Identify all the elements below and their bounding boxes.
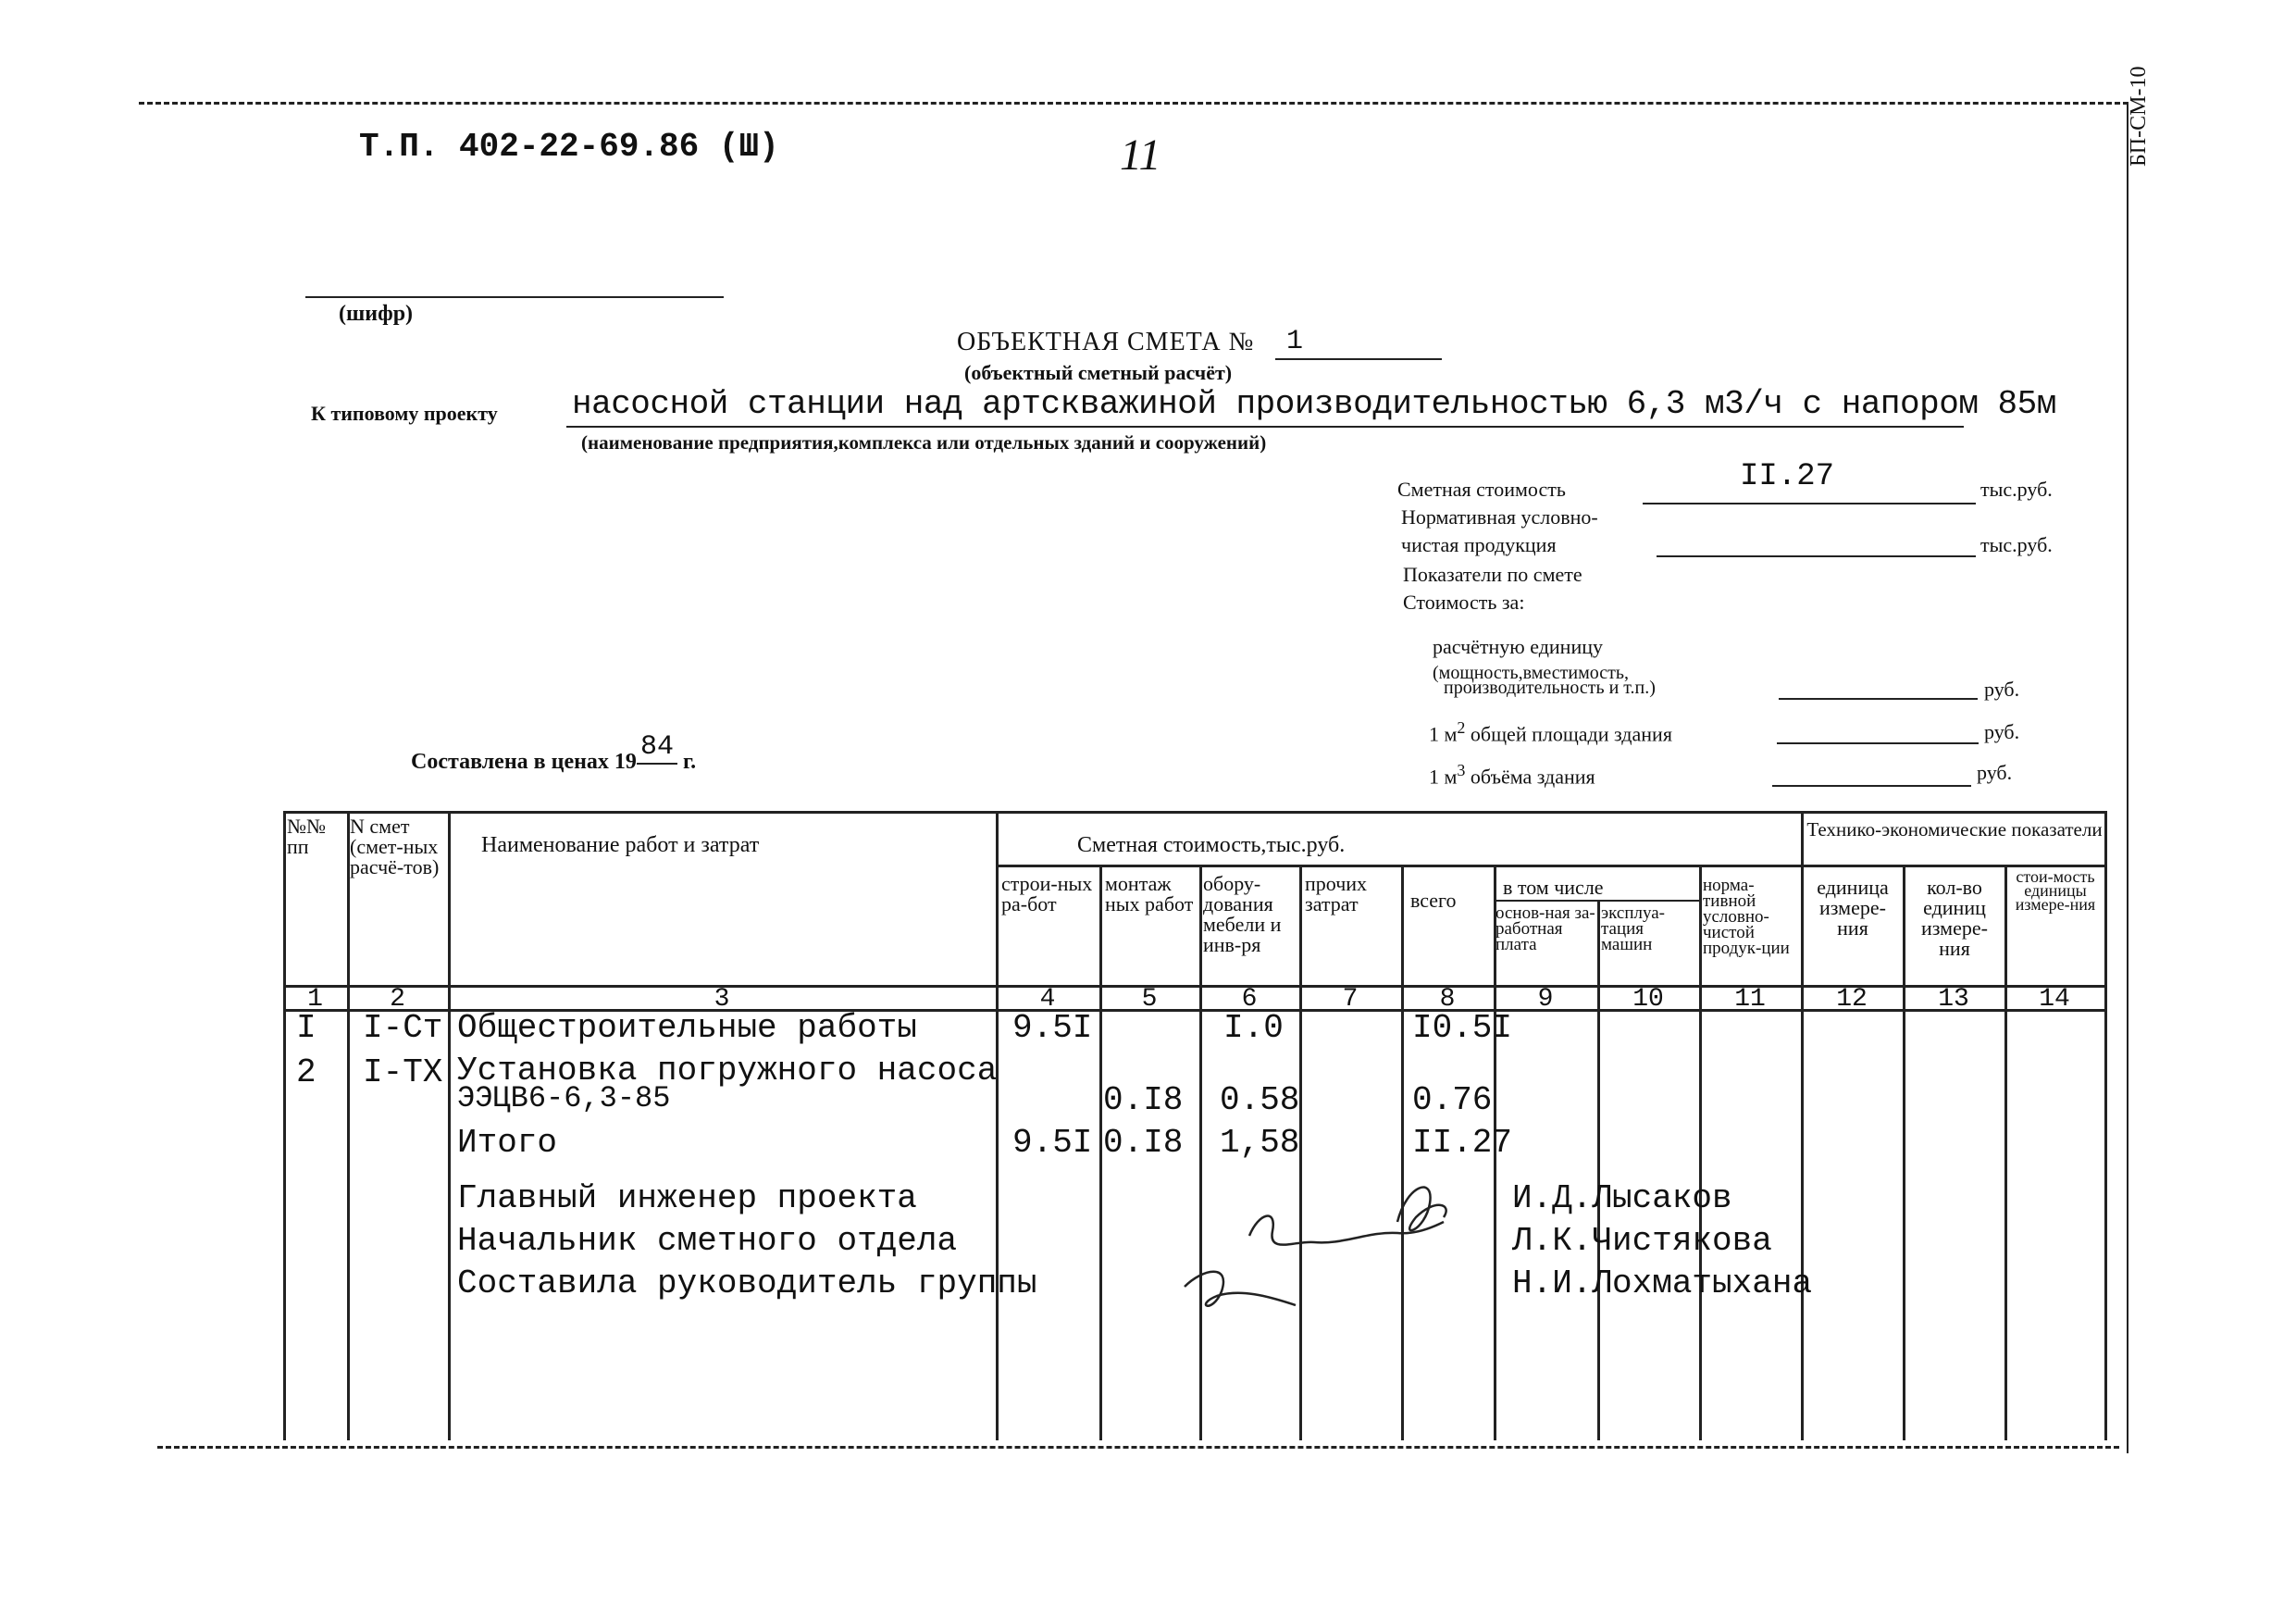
colnum-6: 6 — [1241, 985, 1258, 1014]
norm-line — [1657, 555, 1976, 557]
cost-unit: тыс.руб. — [1980, 478, 2053, 501]
table-top-line — [283, 811, 2106, 814]
total-equipment: 1,58 — [1220, 1124, 1300, 1162]
row1-equipment: I.0 — [1223, 1009, 1284, 1047]
row1-ref: I-Ст — [363, 1009, 443, 1047]
cost-group-line — [996, 865, 2106, 867]
norm-unit: тыс.руб. — [1980, 533, 2053, 556]
row2-name2: ЭЭЦВ6-6,3-85 — [457, 1081, 671, 1115]
col-line-2 — [448, 811, 451, 1440]
colnum-14: 14 — [2039, 985, 2070, 1014]
signature-person-3: Н.И.Лохматыхана — [1512, 1264, 1813, 1302]
colnum-9: 9 — [1537, 985, 1554, 1014]
row1-n: I — [296, 1009, 316, 1047]
cost-value: II.27 — [1740, 459, 1835, 494]
header-c9: основ-ная за-работная плата — [1496, 903, 1595, 954]
row1-construction: 9.5I — [1012, 1009, 1093, 1047]
row1-total: I0.5I — [1412, 1009, 1513, 1047]
colnum-4: 4 — [1039, 985, 1056, 1014]
header-incl: в том числе — [1503, 876, 1604, 899]
colnum-12: 12 — [1836, 985, 1868, 1014]
col-line-12 — [1903, 865, 1905, 1440]
colnum-1: 1 — [307, 985, 323, 1014]
header-c1: №№ пп — [287, 815, 326, 858]
cost-for-label: Стоимость за: — [1403, 591, 1525, 614]
row2-ref: I-ТХ — [363, 1053, 443, 1091]
total-construction: 9.5I — [1012, 1124, 1093, 1162]
colnum-3: 3 — [714, 985, 730, 1014]
signature-role-2: Начальник сметного отдела — [457, 1222, 958, 1260]
cipher-line — [305, 296, 724, 298]
row2-equipment: 0.58 — [1220, 1081, 1300, 1119]
col-line-4 — [1099, 865, 1102, 1440]
signature-person-2: Л.К.Чистякова — [1512, 1222, 1772, 1260]
estimate-number: 1 — [1286, 326, 1304, 357]
header-c6: обору-дования мебели и инв-ря — [1203, 872, 1282, 956]
volume-label — [1429, 761, 1595, 789]
signature-role-3: Составила руководитель группы — [457, 1264, 1037, 1302]
row2-total: 0.76 — [1412, 1081, 1493, 1119]
cipher-label: (шифр) — [339, 302, 414, 326]
area-m: 1 м — [1429, 722, 1458, 746]
volume-rest: объёма здания — [1465, 765, 1595, 789]
unit-line — [1779, 698, 1978, 700]
col-line-6 — [1299, 865, 1302, 1440]
estimate-number-line — [1275, 358, 1442, 360]
area-sup: 2 — [1457, 718, 1466, 737]
unit-label: расчётную единицу — [1433, 635, 1604, 658]
cost-line — [1643, 503, 1976, 504]
project-caption: (наименование предприятия,комплекса или отдельных зданий и сооружений) — [581, 431, 1267, 454]
col-line-13 — [2004, 865, 2007, 1440]
document-code: Т.П. 402-22-69.86 (Ш) — [359, 128, 779, 166]
area-rest: общей площади здания — [1465, 722, 1672, 746]
col-line-11 — [1801, 811, 1804, 1440]
col-line-9 — [1597, 902, 1600, 1440]
area-label — [1429, 718, 1672, 746]
handwritten-signatures — [1166, 1166, 1499, 1333]
area-line — [1777, 742, 1979, 744]
volume-m: 1 м — [1429, 765, 1458, 789]
norm-label-2: чистая продукция — [1401, 533, 1557, 556]
colnum-5: 5 — [1141, 985, 1158, 1014]
cost-label: Сметная стоимость — [1397, 478, 1566, 501]
indicators-label: Показатели по смете — [1403, 563, 1582, 586]
header-c7: прочих затрат — [1305, 872, 1368, 915]
prices-year: 84 — [637, 731, 677, 765]
header-c14: стои-мость единицы измере-ния — [2015, 867, 2096, 914]
colnum-11: 11 — [1734, 985, 1766, 1014]
col-line-3 — [996, 811, 999, 1440]
estimate-title: ОБЪЕКТНАЯ СМЕТА № — [957, 328, 1255, 356]
area-rub: руб. — [1984, 720, 2020, 743]
project-name: насосной станции над артскважиной производительностью 6,3 м3/ч с напором 85м — [572, 385, 2056, 423]
col-line-0 — [283, 811, 286, 1440]
colnum-7: 7 — [1342, 985, 1359, 1014]
unit-note-1: (мощность,вместимость, — [1433, 663, 1630, 683]
row2-name: Установка погружного насоса — [457, 1052, 998, 1090]
header-c4: строи-ных ра-бот — [1001, 872, 1093, 915]
total-total: II.27 — [1412, 1124, 1513, 1162]
colnum-8: 8 — [1439, 985, 1456, 1014]
col-line-5 — [1199, 865, 1202, 1440]
total-name: Итого — [457, 1124, 558, 1162]
side-stamp: БП-СМ-10 — [2127, 66, 2151, 167]
col-line-10 — [1699, 865, 1702, 1440]
norm-label-1: Нормативная условно- — [1401, 505, 1598, 529]
col-line-14 — [2104, 811, 2107, 1440]
volume-sup: 3 — [1457, 761, 1466, 779]
total-installation: 0.I8 — [1103, 1124, 1184, 1162]
signature-stroke-3 — [1185, 1272, 1296, 1306]
header-c8: всего — [1410, 889, 1457, 912]
header-c12: единица измере-ния — [1817, 876, 1889, 940]
header-c10: эксплуа-тация машин — [1601, 903, 1666, 954]
volume-rub: руб. — [1977, 761, 2013, 784]
prices-label — [411, 731, 697, 778]
prices-suffix: г. — [682, 750, 697, 774]
right-border — [2127, 102, 2128, 1453]
signature-person-1: И.Д.Лысаков — [1512, 1179, 1732, 1217]
bottom-border — [157, 1446, 2119, 1449]
project-name-line — [566, 426, 1964, 428]
header-c2: N смет (смет-ных расчё-тов) — [350, 815, 440, 878]
top-border — [139, 102, 2128, 105]
col-line-7 — [1401, 865, 1404, 1440]
prices-prefix: Составлена в ценах 19 — [411, 750, 637, 774]
row2-n: 2 — [296, 1053, 316, 1091]
header-c13: кол-во единиц измере-ния — [1921, 876, 1988, 960]
colnum-13: 13 — [1938, 985, 1969, 1014]
header-c3: Наименование работ и затрат — [481, 833, 760, 857]
row2-installation: 0.I8 — [1103, 1081, 1184, 1119]
project-prefix: К типовому проекту — [311, 402, 498, 425]
header-c11: норма-тивной условно-чистой продук-ции — [1703, 876, 1790, 958]
incl-line — [1494, 900, 1699, 902]
col-line-1 — [347, 811, 350, 1440]
page-number: 11 — [1120, 131, 1161, 180]
unit-note-2: производительность и т.п.) — [1444, 678, 1656, 698]
colnum-2: 2 — [390, 985, 405, 1014]
volume-line — [1772, 785, 1971, 787]
estimate-subtitle: (объектный сметный расчёт) — [964, 361, 1233, 384]
header-tech-group: Технико-экономические показатели — [1806, 818, 2103, 841]
unit-rub: руб. — [1984, 678, 2020, 701]
signature-role-1: Главный инженер проекта — [457, 1179, 917, 1217]
header-c5: монтаж ных работ — [1105, 872, 1194, 915]
header-cost-group: Сметная стоимость,тыс.руб. — [1077, 833, 1346, 857]
colnum-10: 10 — [1632, 985, 1664, 1014]
row1-name: Общестроительные работы — [457, 1009, 917, 1047]
